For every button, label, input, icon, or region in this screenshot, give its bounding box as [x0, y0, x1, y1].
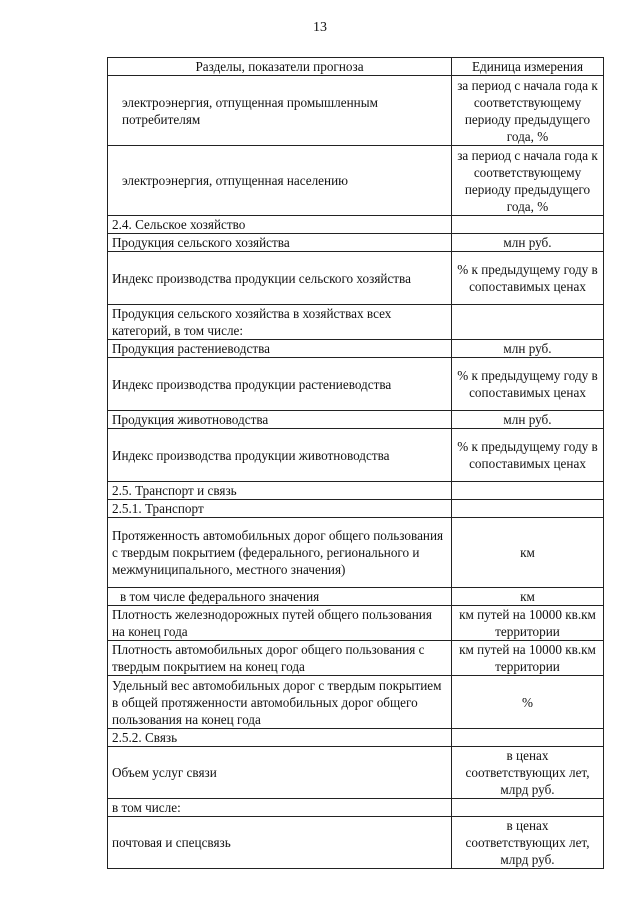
row-label: Протяженность автомобильных дорог общего пользования с твердым покрытием (федерального, регионального и межмуниципального, местного значения) [108, 518, 452, 588]
section-heading: 2.5.2. Связь [108, 729, 452, 747]
row-label: электроэнергия, отпущенная населению [108, 146, 452, 216]
table-row [108, 305, 604, 340]
row-unit: % к предыдущему году в сопоставимых ценах [452, 252, 604, 305]
header-sections: Разделы, показатели прогноза [108, 58, 452, 76]
row-unit [452, 799, 604, 817]
table-row [108, 588, 604, 606]
table-row [108, 340, 604, 358]
row-label: в том числе: [108, 799, 452, 817]
table-row [108, 606, 604, 641]
table-row [108, 216, 604, 234]
row-label: Плотность автомобильных дорог общего пользования с твердым покрытием на конец года [108, 641, 452, 676]
row-unit: млн руб. [452, 234, 604, 252]
table-row [108, 76, 604, 146]
row-unit: млн руб. [452, 340, 604, 358]
row-unit: % к предыдущему году в сопоставимых ценах [452, 358, 604, 411]
row-unit: км путей на 10000 кв.км территории [452, 641, 604, 676]
table-row [108, 817, 604, 869]
row-label: почтовая и спецсвязь [108, 817, 452, 869]
row-label: Продукция животноводства [108, 411, 452, 429]
table-row [108, 482, 604, 500]
forecast-table [107, 57, 604, 869]
section-heading: 2.5.1. Транспорт [108, 500, 452, 518]
row-unit: в ценах соответствующих лет, млрд руб. [452, 817, 604, 869]
row-unit [452, 482, 604, 500]
row-label: в том числе федерального значения [108, 588, 452, 606]
table-row [108, 234, 604, 252]
row-unit: в ценах соответствующих лет, млрд руб. [452, 747, 604, 799]
row-unit: за период с начала года к соответствующему периоду предыдущего года, % [452, 146, 604, 216]
table-row [108, 411, 604, 429]
row-unit: км [452, 588, 604, 606]
table-row [108, 747, 604, 799]
row-unit [452, 216, 604, 234]
row-unit [452, 729, 604, 747]
row-label: электроэнергия, отпущенная промышленным потребителям [108, 76, 452, 146]
section-heading: 2.5. Транспорт и связь [108, 482, 452, 500]
page-number: 13 [313, 20, 327, 35]
row-label: Продукция сельского хозяйства в хозяйствах всех категорий, в том числе: [108, 305, 452, 340]
row-label: Индекс производства продукции сельского хозяйства [108, 252, 452, 305]
row-label: Индекс производства продукции растениеводства [108, 358, 452, 411]
row-unit: км [452, 518, 604, 588]
table-row [108, 641, 604, 676]
table-row [108, 146, 604, 216]
row-unit: % к предыдущему году в сопоставимых ценах [452, 429, 604, 482]
row-unit [452, 500, 604, 518]
header-unit: Единица измерения [452, 58, 604, 76]
table-row [108, 799, 604, 817]
row-label: Объем услуг связи [108, 747, 452, 799]
row-label: Плотность железнодорожных путей общего пользования на конец года [108, 606, 452, 641]
section-heading: 2.4. Сельское хозяйство [108, 216, 452, 234]
row-label: Удельный вес автомобильных дорог с твердым покрытием в общей протяженности автомобильных дорог общего пользования на конец года [108, 676, 452, 729]
row-unit [452, 305, 604, 340]
table-row [108, 676, 604, 729]
table-row [108, 518, 604, 588]
table-row [108, 429, 604, 482]
table-header-row [108, 58, 604, 76]
table-row [108, 252, 604, 305]
row-label: Индекс производства продукции животноводства [108, 429, 452, 482]
row-unit: % [452, 676, 604, 729]
row-unit: км путей на 10000 кв.км территории [452, 606, 604, 641]
table-row [108, 358, 604, 411]
row-label: Продукция растениеводства [108, 340, 452, 358]
table-row [108, 729, 604, 747]
row-unit: млн руб. [452, 411, 604, 429]
row-unit: за период с начала года к соответствующему периоду предыдущего года, % [452, 76, 604, 146]
table-row [108, 500, 604, 518]
row-label: Продукция сельского хозяйства [108, 234, 452, 252]
